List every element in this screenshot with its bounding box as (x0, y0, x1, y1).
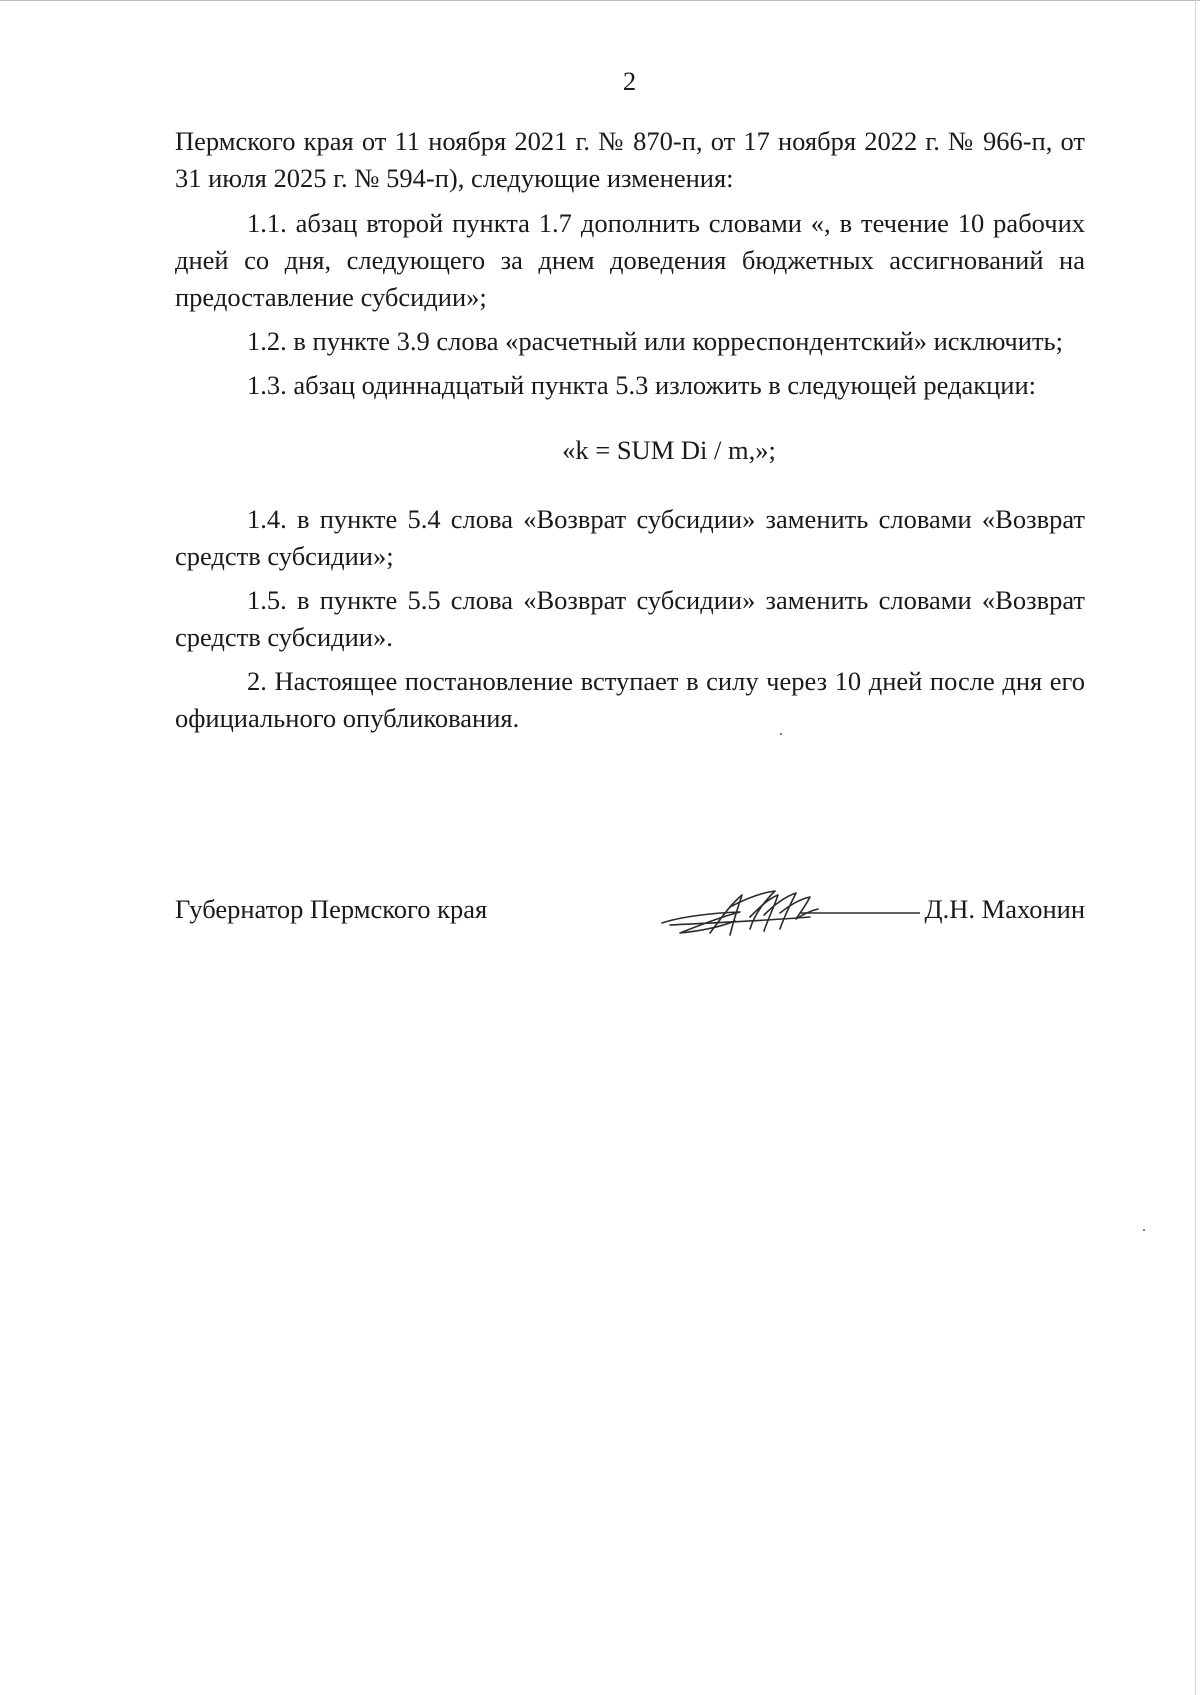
signatory-name: Д.Н. Махонин (924, 894, 1085, 924)
scan-top-edge (0, 0, 1200, 1)
handwritten-signature (650, 877, 920, 947)
formula-block (175, 432, 1085, 469)
signatory-position: Губернатор Пермского края (175, 894, 488, 924)
formula-text: «k = SUM Di / m,»; (562, 435, 776, 465)
item-1-4-paragraph: 1.4. в пункте 5.4 слова «Возврат субсидии» заменить словами «Возврат средств субсидии»; (175, 504, 1085, 571)
signature-block (175, 891, 1085, 951)
item-2-paragraph: 2. Настоящее постановление вступает в силу через 10 дней после дня его официального опубликования. (175, 666, 1085, 733)
document-body (175, 123, 1085, 744)
item-1-2-paragraph: 1.2. в пункте 3.9 слова «расчетный или корреспондентский» исключить; (247, 326, 1063, 356)
page-number: 2 (622, 66, 637, 96)
scan-right-edge (1195, 0, 1196, 1695)
scan-speck (780, 733, 782, 735)
item-1-1-paragraph: 1.1. абзац второй пункта 1.7 дополнить словами «, в течение 10 рабочих дней со дня, следующего за днем доведения бюджетных ассигнований на предоставление субсидии»; (175, 208, 1085, 312)
intro-paragraph: Пермского края от 11 ноября 2021 г. № 870-п, от 17 ноября 2022 г. № 966-п, от 31 июля 2025 г. № 594-п), следующие изменения: (175, 126, 1085, 193)
scan-speck (1143, 1229, 1145, 1231)
item-1-3-paragraph: 1.3. абзац одиннадцатый пункта 5.3 изложить в следующей редакции: (247, 370, 1037, 400)
item-1-5-paragraph: 1.5. в пункте 5.5 слова «Возврат субсидии» заменить словами «Возврат средств субсидии». (175, 585, 1085, 652)
